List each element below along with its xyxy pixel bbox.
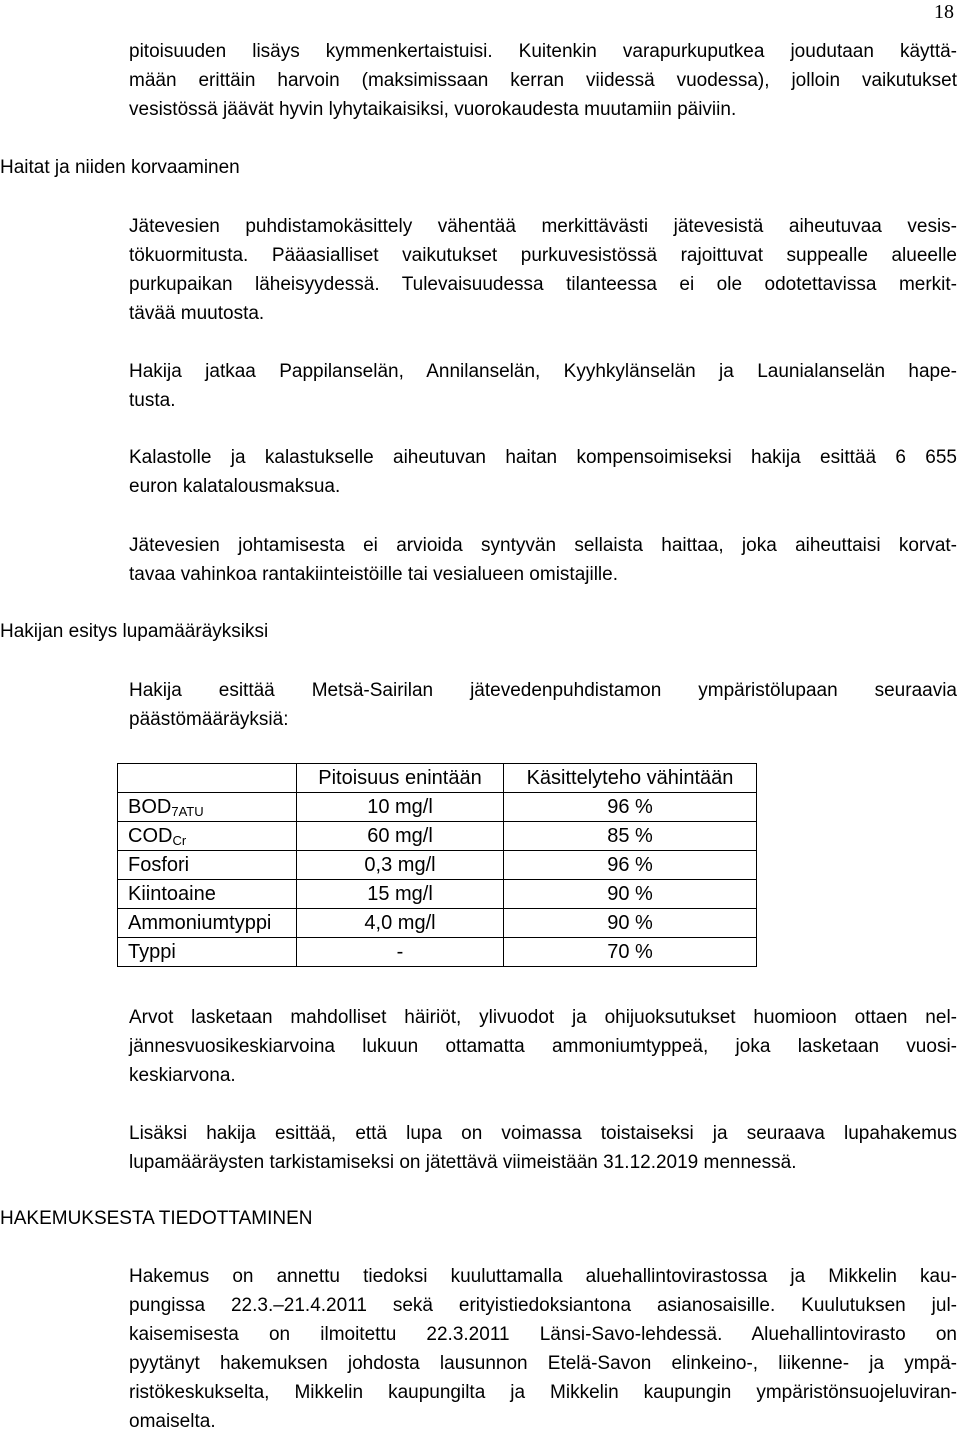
parameter-cell: Kiintoaine bbox=[118, 880, 297, 909]
text-line: Hakija jatkaa Pappilanselän, Annilanselän, Kyyhkylänselän ja Launialanselän hape- bbox=[129, 361, 957, 382]
table-row bbox=[118, 822, 757, 851]
concentration-cell: 10 mg/l bbox=[297, 793, 504, 822]
text-line: euron kalatalousmaksua. bbox=[129, 476, 341, 497]
parameter-cell bbox=[118, 822, 297, 851]
section-heading-esitys: Hakijan esitys lupamääräyksiksi bbox=[0, 621, 269, 642]
efficiency-cell: 96 % bbox=[504, 793, 757, 822]
table-row bbox=[118, 909, 757, 938]
text-line: pyytänyt hakemuksen johdosta lausunnon Etelä-Savon elinkeino-, liikenne- ja ympä- bbox=[129, 1353, 957, 1374]
parameter-cell: Typpi bbox=[118, 938, 297, 967]
table-row bbox=[118, 938, 757, 967]
efficiency-cell: 90 % bbox=[504, 909, 757, 938]
paragraph-esitys-1 bbox=[129, 676, 957, 734]
text-line: jännesvuosikeskiarvoina lukuun ottamatta ammoniumtyppeä, joka lasketaan vuosi- bbox=[129, 1036, 957, 1057]
section-heading-tiedottaminen: HAKEMUKSESTA TIEDOTTAMINEN bbox=[0, 1208, 313, 1229]
text-line: tusta. bbox=[129, 390, 176, 411]
table-header-cell: Pitoisuus enintään bbox=[297, 764, 504, 793]
table-header-row bbox=[118, 764, 757, 793]
emission-limits-table bbox=[117, 763, 757, 967]
paragraph-esitys-3 bbox=[129, 1119, 957, 1177]
parameter-name: COD bbox=[128, 825, 173, 847]
concentration-cell: - bbox=[297, 938, 504, 967]
efficiency-cell: 85 % bbox=[504, 822, 757, 851]
text-line: vesistössä jäävät hyvin lyhytaikaisiksi, vuorokaudesta muutamiin päiviin. bbox=[129, 99, 737, 120]
page-number: 18 bbox=[934, 1, 954, 23]
text-line: tökuormitusta. Pääasialliset vaikutukset purkuvesistössä rajoittuvat suppealle alueelle bbox=[129, 245, 957, 266]
text-line: ristökeskukselta, Mikkelin kaupungilta ja Mikkelin kaupungin ympäristönsuojeluviran- bbox=[129, 1382, 957, 1403]
text-line: purkupaikan läheisyydessä. Tulevaisuudessa tilanteessa ei ole odotettavissa merkit- bbox=[129, 274, 957, 295]
table-row bbox=[118, 851, 757, 880]
concentration-cell: 60 mg/l bbox=[297, 822, 504, 851]
table-header-cell bbox=[118, 764, 297, 793]
text-line: päästömääräyksiä: bbox=[129, 709, 289, 730]
paragraph-esitys-2 bbox=[129, 1003, 957, 1090]
paragraph-haitat-4 bbox=[129, 531, 957, 589]
efficiency-cell: 96 % bbox=[504, 851, 757, 880]
table-row bbox=[118, 880, 757, 909]
text-line: Jätevesien puhdistamokäsittely vähentää merkittävästi jätevesistä aiheutuvaa vesis- bbox=[129, 216, 957, 237]
text-line: tavaa vahinkoa rantakiinteistöille tai vesialueen omistajille. bbox=[129, 564, 618, 585]
text-line: omaiselta. bbox=[129, 1411, 216, 1432]
efficiency-cell: 70 % bbox=[504, 938, 757, 967]
parameter-cell bbox=[118, 793, 297, 822]
parameter-subscript: 7ATU bbox=[171, 804, 204, 819]
concentration-cell: 0,3 mg/l bbox=[297, 851, 504, 880]
intro-paragraph bbox=[129, 37, 957, 124]
text-line: tävää muutosta. bbox=[129, 303, 265, 324]
table-header-cell: Käsittelyteho vähintään bbox=[504, 764, 757, 793]
efficiency-cell: 90 % bbox=[504, 880, 757, 909]
table-row bbox=[118, 793, 757, 822]
section-heading-haitat: Haitat ja niiden korvaaminen bbox=[0, 157, 240, 178]
text-line: Kalastolle ja kalastukselle aiheutuvan haitan kompensoimiseksi hakija esittää 6 655 bbox=[129, 447, 957, 468]
concentration-cell: 15 mg/l bbox=[297, 880, 504, 909]
parameter-cell: Fosfori bbox=[118, 851, 297, 880]
text-line: Jätevesien johtamisesta ei arvioida syntyvän sellaista haittaa, joka aiheuttaisi korvat- bbox=[129, 535, 957, 556]
parameter-name: BOD bbox=[128, 796, 172, 818]
text-line: Hakemus on annettu tiedoksi kuuluttamalla aluehallintovirastossa ja Mikkelin kau- bbox=[129, 1266, 957, 1287]
parameter-cell: Ammoniumtyppi bbox=[118, 909, 297, 938]
text-line: kaisemisesta on ilmoitettu 22.3.2011 Länsi-Savo-lehdessä. Aluehallintovirasto on bbox=[129, 1324, 957, 1345]
text-line: mään erittäin harvoin (maksimissaan kerran viidessä vuodessa), jolloin vaikutukset bbox=[129, 70, 957, 91]
text-line: Hakija esittää Metsä-Sairilan jätevedenpuhdistamon ympäristölupaan seuraavia bbox=[129, 680, 957, 701]
text-line: pungissa 22.3.–21.4.2011 sekä erityistiedoksiantona asianosaisille. Kuulutuksen jul- bbox=[129, 1295, 957, 1316]
text-line: pitoisuuden lisäys kymmenkertaistuisi. Kuitenkin varapurkuputkea joudutaan käyttä- bbox=[129, 41, 957, 62]
text-line: lupamääräysten tarkistamiseksi on jätettävä viimeistään 31.12.2019 mennessä. bbox=[129, 1152, 797, 1173]
paragraph-tiedottaminen bbox=[129, 1262, 957, 1436]
paragraph-haitat-2 bbox=[129, 357, 957, 415]
text-line: Lisäksi hakija esittää, että lupa on voimassa toistaiseksi ja seuraava lupahakemus bbox=[129, 1123, 957, 1144]
paragraph-haitat-1 bbox=[129, 212, 957, 328]
parameter-subscript: Cr bbox=[172, 833, 187, 848]
paragraph-haitat-3 bbox=[129, 443, 957, 501]
concentration-cell: 4,0 mg/l bbox=[297, 909, 504, 938]
text-line: Arvot lasketaan mahdolliset häiriöt, ylivuodot ja ohijuoksutukset huomioon ottaen nel- bbox=[129, 1007, 957, 1028]
text-line: keskiarvona. bbox=[129, 1065, 236, 1086]
